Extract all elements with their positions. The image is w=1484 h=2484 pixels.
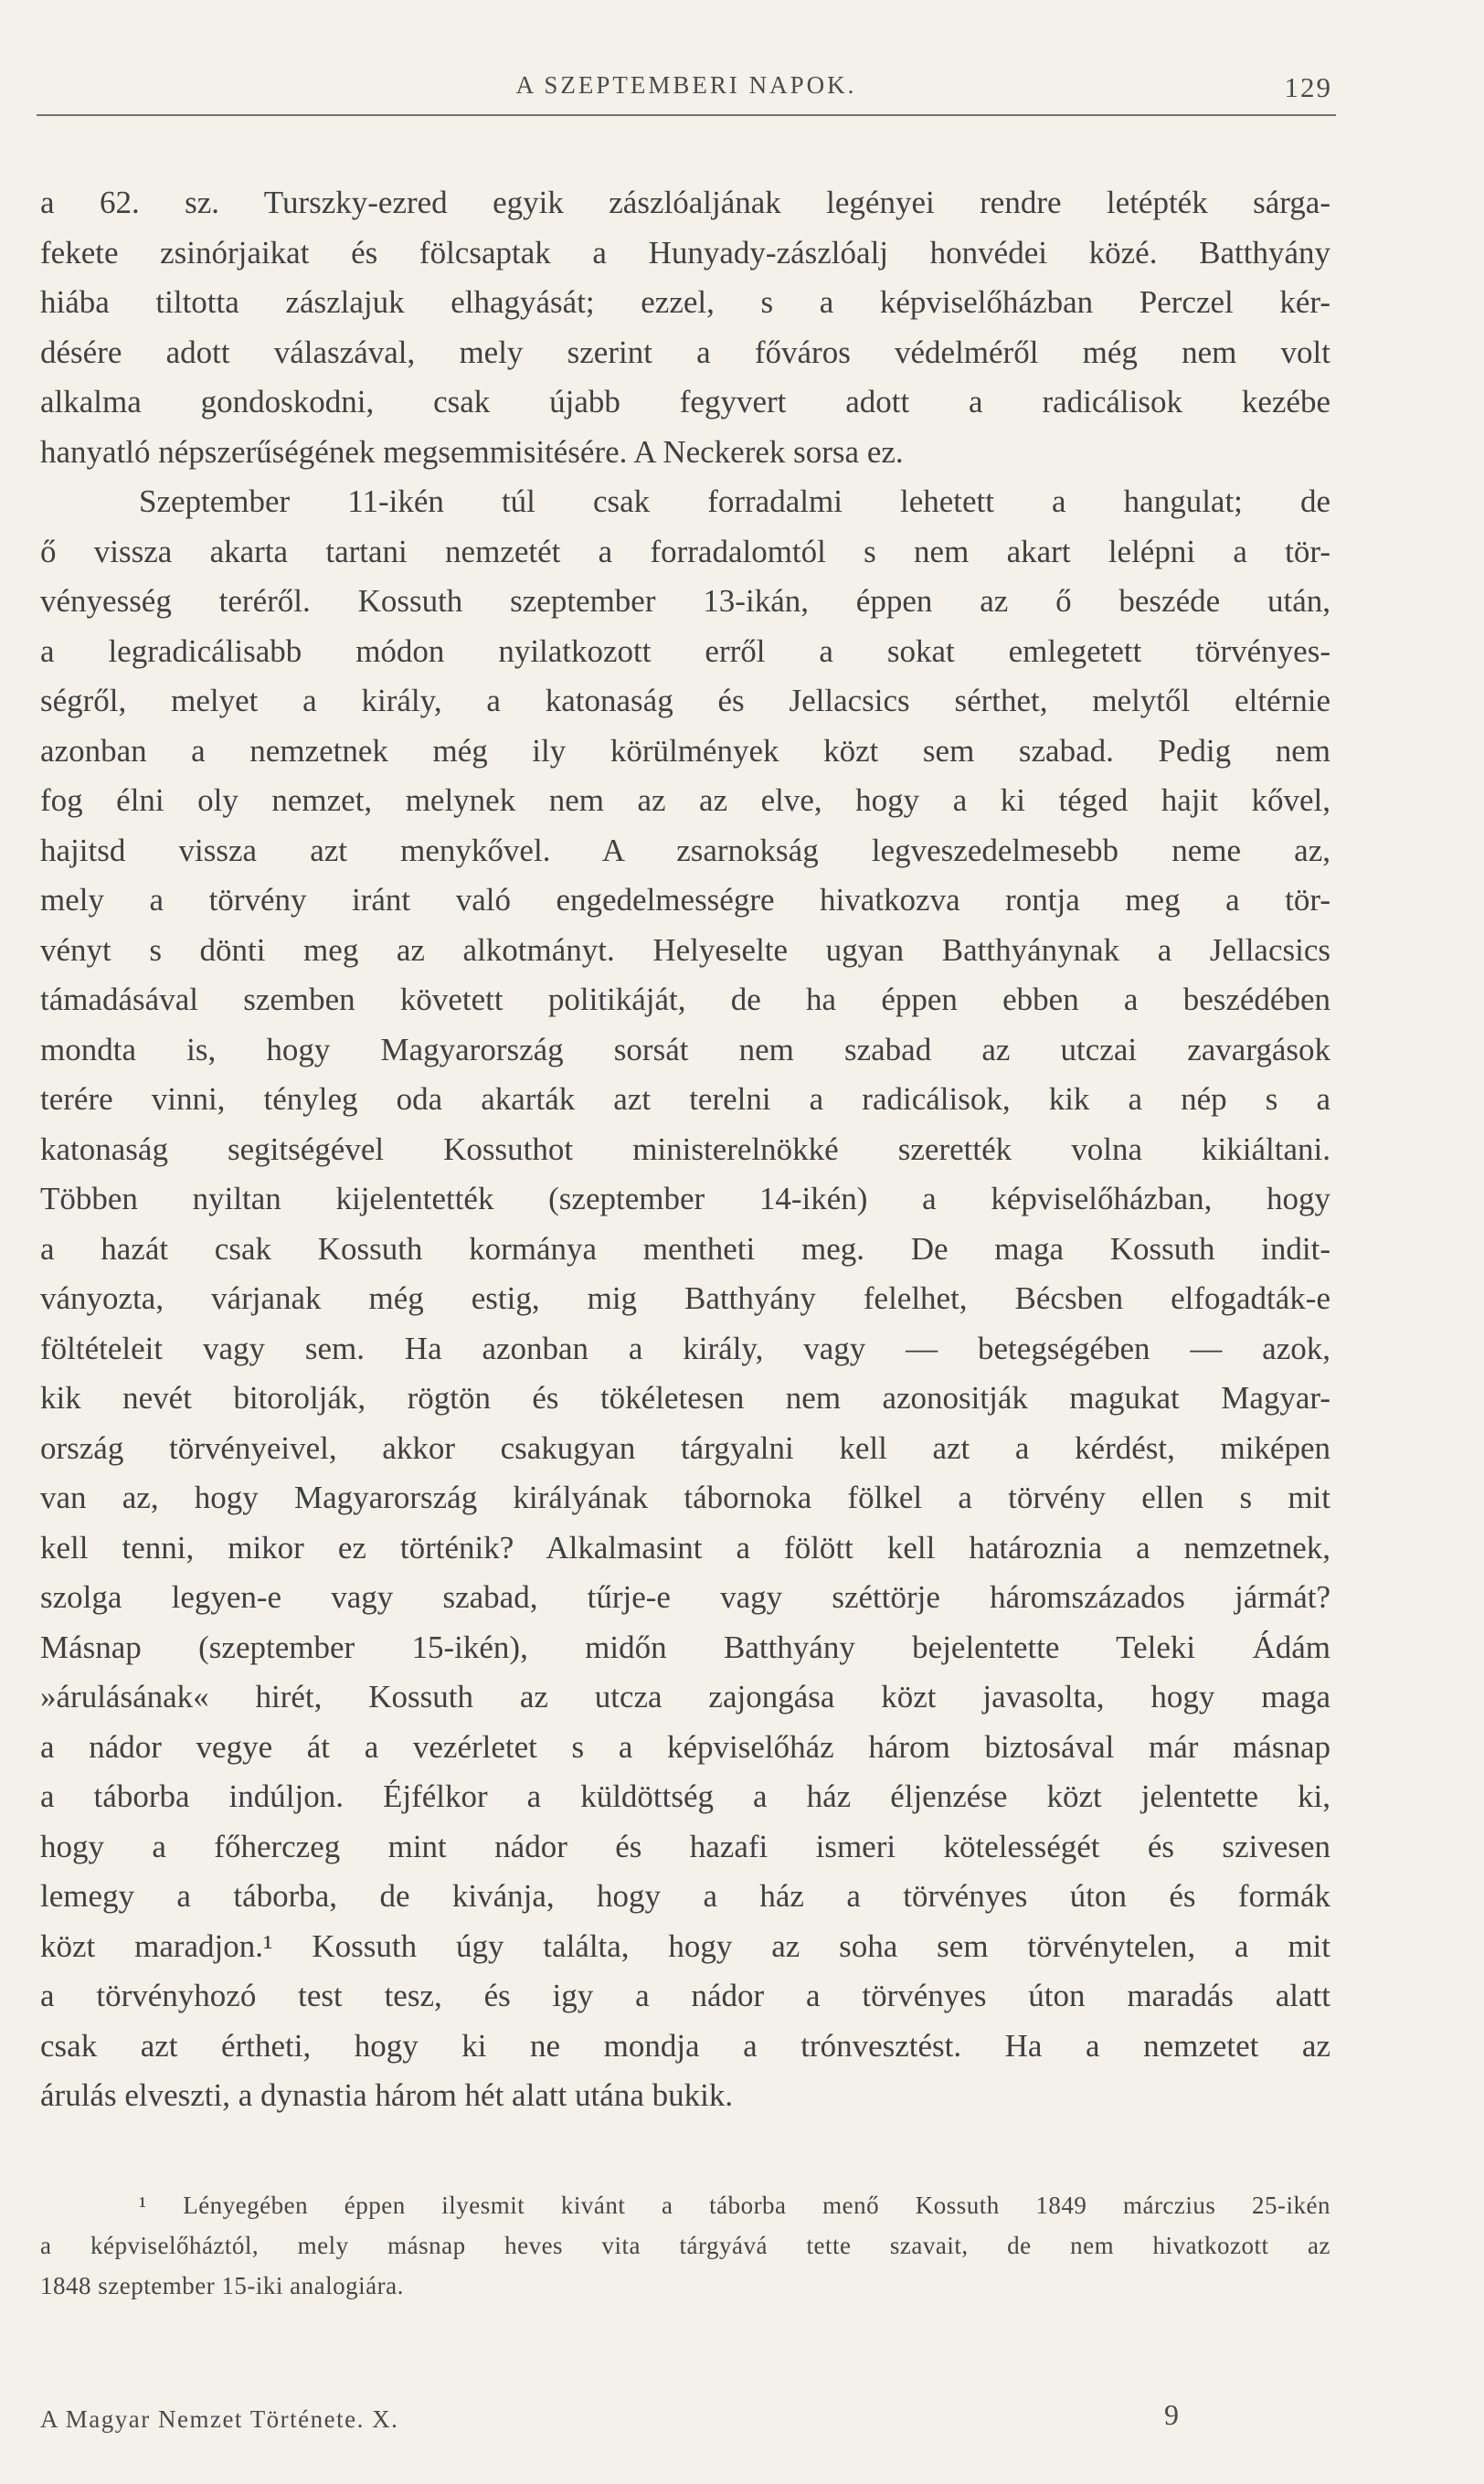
text-line: hiába tiltotta zászlajuk elhagyását; ezzel, s a képviselőházban Perczel kér- xyxy=(40,284,1330,320)
text-line: a táborba indúljon. Éjfélkor a küldöttség a ház éljenzése közt jelentette ki, xyxy=(40,1778,1330,1814)
body-text xyxy=(40,178,1330,2121)
text-line: a nádor vegye át a vezérletet s a képviselőház három biztosával már másnap xyxy=(40,1728,1330,1765)
page-footer xyxy=(40,2398,1332,2442)
text-line: Szeptember 11-ikén túl csak forradalmi lehetett a hangulat; de xyxy=(139,483,1330,519)
running-title: A SZEPTEMBERI NAPOK. xyxy=(515,71,857,99)
text-line: csak azt értheti, hogy ki ne mondja a trónvesztést. Ha a nemzetet az xyxy=(40,2027,1330,2064)
text-line: désére adott válaszával, mely szerint a főváros védelméről még nem volt xyxy=(40,334,1330,370)
footnote-line: a képviselőháztól, mely másnap heves vita tárgyává tette szavait, de nem hivatkozott az xyxy=(40,2232,1330,2259)
text-line: kik nevét bitorolják, rögtön és tökéletesen nem azonositják magukat Magyar- xyxy=(40,1380,1330,1416)
text-line: árulás elveszti, a dynastia három hét alatt utána bukik. xyxy=(40,2077,734,2113)
header-rule xyxy=(37,114,1336,116)
signature-mark: A Magyar Nemzet Története. X. xyxy=(40,2405,399,2433)
text-line: fekete zsinórjaikat és fölcsaptak a Hunyady-zászlóalj honvédei közé. Batthyány xyxy=(40,234,1330,271)
text-line: »árulásának« hirét, Kossuth az utcza zajongása közt javasolta, hogy maga xyxy=(40,1679,1330,1714)
text-line: hogy a főherczeg mint nádor és hazafi ismeri kötelességét és szivesen xyxy=(40,1828,1330,1864)
text-line: van az, hogy Magyarország királyának tábornoka fölkel a törvény ellen s mit xyxy=(40,1480,1330,1515)
text-line: Többen nyiltan kijelentették (szeptember 14-ikén) a képviselőházban, hogy xyxy=(40,1181,1330,1216)
text-line: közt maradjon.¹ Kossuth úgy találta, hogy az soha sem törvénytelen, a mit xyxy=(40,1927,1330,1964)
text-line: vényt s dönti meg az alkotmányt. Helyeselte ugyan Batthyánynak a Jellacsics xyxy=(40,931,1330,968)
text-line: azonban a nemzetnek még ily körülmények közt sem szabad. Pedig nem xyxy=(40,732,1330,769)
footnote-line: ¹ Lényegében éppen ilyesmit kivánt a táborba menő Kossuth 1849 márczius 25-ikén xyxy=(139,2192,1330,2219)
text-line: mely a törvény iránt való engedelmességre hivatkozva rontja meg a tör- xyxy=(40,882,1330,918)
text-line: ország törvényeivel, akkor csakugyan tárgyalni kell azt a kérdést, miképen xyxy=(40,1429,1330,1466)
text-line: ségről, melyet a király, a katonaság és Jellacsics sérthet, melytől eltérnie xyxy=(40,683,1330,718)
text-line: mondta is, hogy Magyarország sorsát nem szabad az utczai zavargások xyxy=(40,1031,1330,1067)
page-header xyxy=(40,71,1332,115)
text-line: szolga legyen-e vagy szabad, tűrje-e vagy széttörje háromszázados jármát? xyxy=(40,1579,1330,1615)
text-line: föltételeit vagy sem. Ha azonban a király, vagy — betegségében — azok, xyxy=(40,1330,1330,1366)
text-line: katonaság segitségével Kossuthot ministerelnökké szerették volna kikiáltani. xyxy=(40,1131,1330,1167)
text-line: kell tenni, mikor ez történik? Alkalmasint a fölött kell határoznia a nemzetnek, xyxy=(40,1529,1330,1566)
footnotes xyxy=(40,2185,1330,2306)
text-line: ványozta, várjanak még estig, mig Batthyány felelhet, Bécsben elfogadták-e xyxy=(40,1280,1330,1316)
text-line: a 62. sz. Turszky-ezred egyik zászlóaljának legényei rendre letépték sárga- xyxy=(40,185,1330,220)
sheet-number: 9 xyxy=(1164,2398,1179,2431)
text-line: lemegy a táborba, de kivánja, hogy a ház a törvényes úton és formák xyxy=(40,1878,1330,1914)
text-line: Másnap (szeptember 15-ikén), midőn Batthyány bejelentette Teleki Ádám xyxy=(40,1629,1330,1665)
text-line: alkalma gondoskodni, csak újabb fegyvert adott a radicálisok kezébe xyxy=(40,384,1330,419)
text-line: fog élni oly nemzet, melynek nem az az elve, hogy a ki téged hajit kővel, xyxy=(40,782,1330,818)
text-line: terére vinni, tényleg oda akarták azt terelni a radicálisok, kik a nép s a xyxy=(40,1081,1330,1117)
text-line: vényesség teréről. Kossuth szeptember 13-ikán, éppen az ő beszéde után, xyxy=(40,583,1330,619)
text-line: a törvényhozó test tesz, és igy a nádor a törvényes úton maradás alatt xyxy=(40,1978,1330,2013)
text-line: ő vissza akarta tartani nemzetét a forradalomtól s nem akart lelépni a tör- xyxy=(40,533,1330,569)
text-line: a hazát csak Kossuth kormánya mentheti meg. De maga Kossuth indit- xyxy=(40,1230,1330,1267)
text-line: hajitsd vissza azt menykővel. A zsarnokság legveszedelmesebb neme az, xyxy=(40,832,1330,868)
page-number: 129 xyxy=(1284,71,1332,103)
text-line: a legradicálisabb módon nyilatkozott erről a sokat emlegetett törvényes- xyxy=(40,632,1330,669)
text-line: támadásával szemben követett politikáját, de ha éppen ebben a beszédében xyxy=(40,982,1330,1017)
text-line: hanyatló népszerűségének megsemmisitésére. A Neckerek sorsa ez. xyxy=(40,433,904,470)
footnote-line: 1848 szeptember 15-iki analogiára. xyxy=(40,2272,404,2299)
